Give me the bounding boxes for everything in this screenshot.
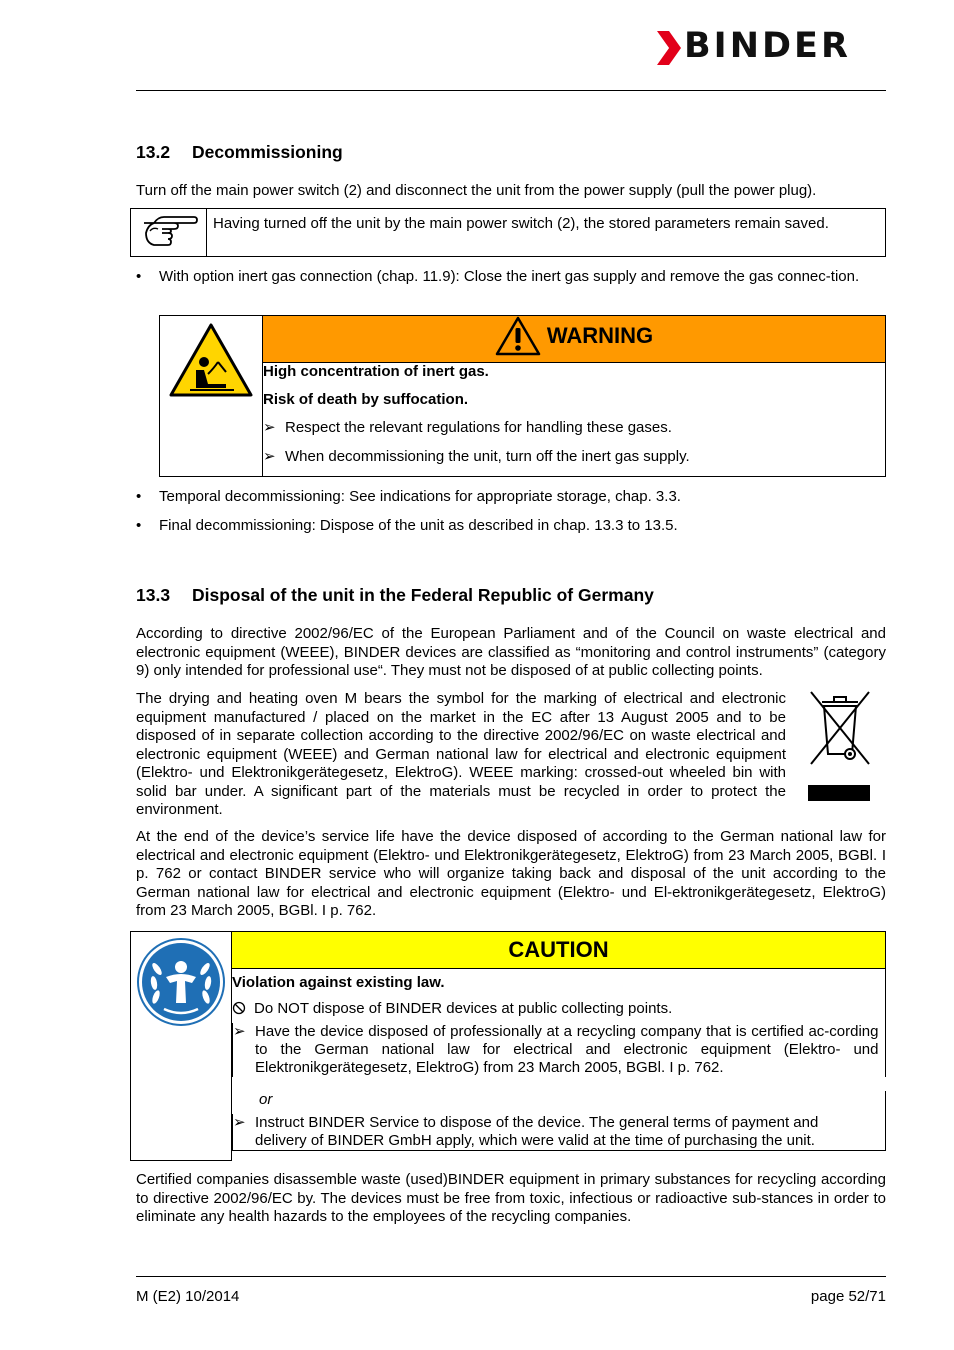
caution-item-2 bbox=[232, 1023, 886, 1077]
caution-label: CAUTION bbox=[508, 937, 609, 962]
bullet-final bbox=[136, 517, 886, 535]
section-title: Decommissioning bbox=[192, 142, 343, 162]
decommissioning-intro: Turn off the main power switch (2) and disconnect the unit from the power supply (pull the power plug). bbox=[136, 182, 817, 199]
section-number: 13.2 bbox=[136, 142, 171, 162]
warning-line-1: High concentration of inert gas. bbox=[263, 363, 886, 392]
bullet-dot: • bbox=[136, 268, 142, 285]
bullet-dot: • bbox=[136, 488, 142, 505]
arrow-bullet-icon: ➢ bbox=[263, 419, 276, 437]
section-13-3-heading bbox=[136, 585, 654, 606]
warning-header bbox=[263, 316, 886, 363]
note-text: Having turned off the unit by the main power switch (2), the stored parameters remain saved. bbox=[207, 209, 886, 257]
prohibition-icon bbox=[232, 1000, 254, 1018]
footer-rule bbox=[136, 1276, 886, 1277]
warning-item-1-text: Respect the relevant regulations for handling these gases. bbox=[285, 419, 672, 437]
warning-item-2 bbox=[263, 448, 886, 477]
caution-item-1-text: Do NOT dispose of BINDER devices at public collecting points. bbox=[254, 1000, 673, 1018]
caution-icon-cell bbox=[131, 932, 232, 1161]
arrow-bullet-icon: ➢ bbox=[233, 1113, 246, 1131]
section-title: Disposal of the unit in the Federal Republic of Germany bbox=[192, 585, 654, 605]
suffocation-hazard-icon bbox=[168, 322, 254, 398]
note-icon-cell bbox=[131, 209, 207, 257]
caution-header bbox=[232, 932, 886, 969]
bullet-text: With option inert gas connection (chap. 11.9): Close the inert gas supply and remove the gas connec-tion. bbox=[159, 268, 860, 285]
caution-item-3 bbox=[232, 1114, 886, 1151]
section-13-2-heading bbox=[136, 142, 343, 163]
weee-solid-bar bbox=[808, 785, 870, 801]
pointing-hand-icon bbox=[140, 211, 198, 251]
warning-icon-cell bbox=[160, 316, 263, 477]
note-box bbox=[130, 208, 886, 257]
section-number: 13.3 bbox=[136, 585, 171, 605]
bullet-text: Temporal decommissioning: See indications for appropriate storage, chap. 3.3. bbox=[159, 488, 681, 505]
disposal-para-1: According to directive 2002/96/EC of the European Parliament and of the Council on waste electrical and electronic equipment (WEEE), BINDER devices are classified as “monitoring and control instruments” (category 9) only intended for professional use“. They must not be disposed of at public collecting points. bbox=[136, 625, 886, 679]
binder-logo bbox=[655, 26, 851, 68]
caution-item-3-text: Instruct BINDER Service to dispose of the device. The general terms of payment and delivery of BINDER GmbH apply, which were valid at the time of purchasing the unit. bbox=[255, 1113, 819, 1149]
caution-item-2-text: Have the device disposed of professionally at a recycling company that is certified ac-cording to the German national law for electrical and electronic equipment (Elektro- und Elektronikgerätegesetz, ElektroG) from 23 March 2005, BGBl. I p. 762. bbox=[255, 1023, 879, 1077]
logo-wordmark: BINDER bbox=[684, 26, 851, 66]
bullet-dot: • bbox=[136, 517, 142, 534]
logo-chevron-icon bbox=[655, 28, 683, 68]
crossed-out-wheeled-bin-icon bbox=[808, 688, 872, 768]
disposal-para-4: Certified companies disassemble waste (used)BINDER equipment in primary substances for recycling according to directive 2002/96/EC by. The devices must be free from toxic, infectious or radioactive sub-stances in order to eliminate any health hazards to the employees of the recycling companies. bbox=[136, 1171, 886, 1225]
caution-item-1 bbox=[232, 998, 886, 1023]
footer-document-id: M (E2) 10/2014 bbox=[136, 1288, 240, 1305]
warning-triangle-icon bbox=[495, 316, 541, 356]
disposal-para-3: At the end of the device’s service life have the device disposed of according to the German national law for electrical and electronic equipment (Elektro- und Elektronikgerätegesetz, ElektroG) from 23 March 2005, BGBl. I p. 762 or contact BINDER service who will organize taking back and disposal of the unit according to the German national law for electrical and electronic equipment (Elektro- und El-ektronikgerätegesetz, ElektroG) from 23 March 2005, BGBl. I p. 762. bbox=[136, 828, 886, 919]
disposal-para-2: The drying and heating oven M bears the symbol for the marking of electrical and electronic equipment manufactured / placed on the market in the EC after 13 August 2005 and to be disposed of in separate collection according to the directive 2002/96/EC on waste electrical and electronic equipment (WEEE) and German national law for electrical and electronic equipment (Elektro- und Elektronikgerätegesetz, ElektroG). WEEE marking: crossed-out wheeled bin with solid bar under. A significant part of the materials must be recycled in order to protect the environment. bbox=[136, 690, 786, 818]
arrow-bullet-icon: ➢ bbox=[263, 447, 276, 465]
bullet-inert-gas bbox=[136, 268, 886, 286]
warning-item-2-text: When decommissioning the unit, turn off the inert gas supply. bbox=[285, 447, 690, 465]
arrow-bullet-icon: ➢ bbox=[233, 1023, 246, 1041]
header-rule bbox=[136, 90, 886, 91]
warning-label: WARNING bbox=[546, 323, 654, 348]
environment-emblem-icon bbox=[136, 937, 226, 1027]
footer-page-number: page 52/71 bbox=[810, 1288, 886, 1305]
warning-item-1 bbox=[263, 419, 886, 447]
warning-line-2: Risk of death by suffocation. bbox=[263, 391, 886, 419]
bullet-temporal bbox=[136, 488, 886, 506]
bullet-text: Final decommissioning: Dispose of the unit as described in chap. 13.3 to 13.5. bbox=[159, 517, 678, 534]
weee-symbol bbox=[808, 688, 872, 802]
warning-box bbox=[159, 315, 886, 477]
caution-line-1: Violation against existing law. bbox=[232, 969, 886, 999]
caution-box bbox=[130, 931, 886, 1161]
caution-or: or bbox=[232, 1091, 886, 1114]
